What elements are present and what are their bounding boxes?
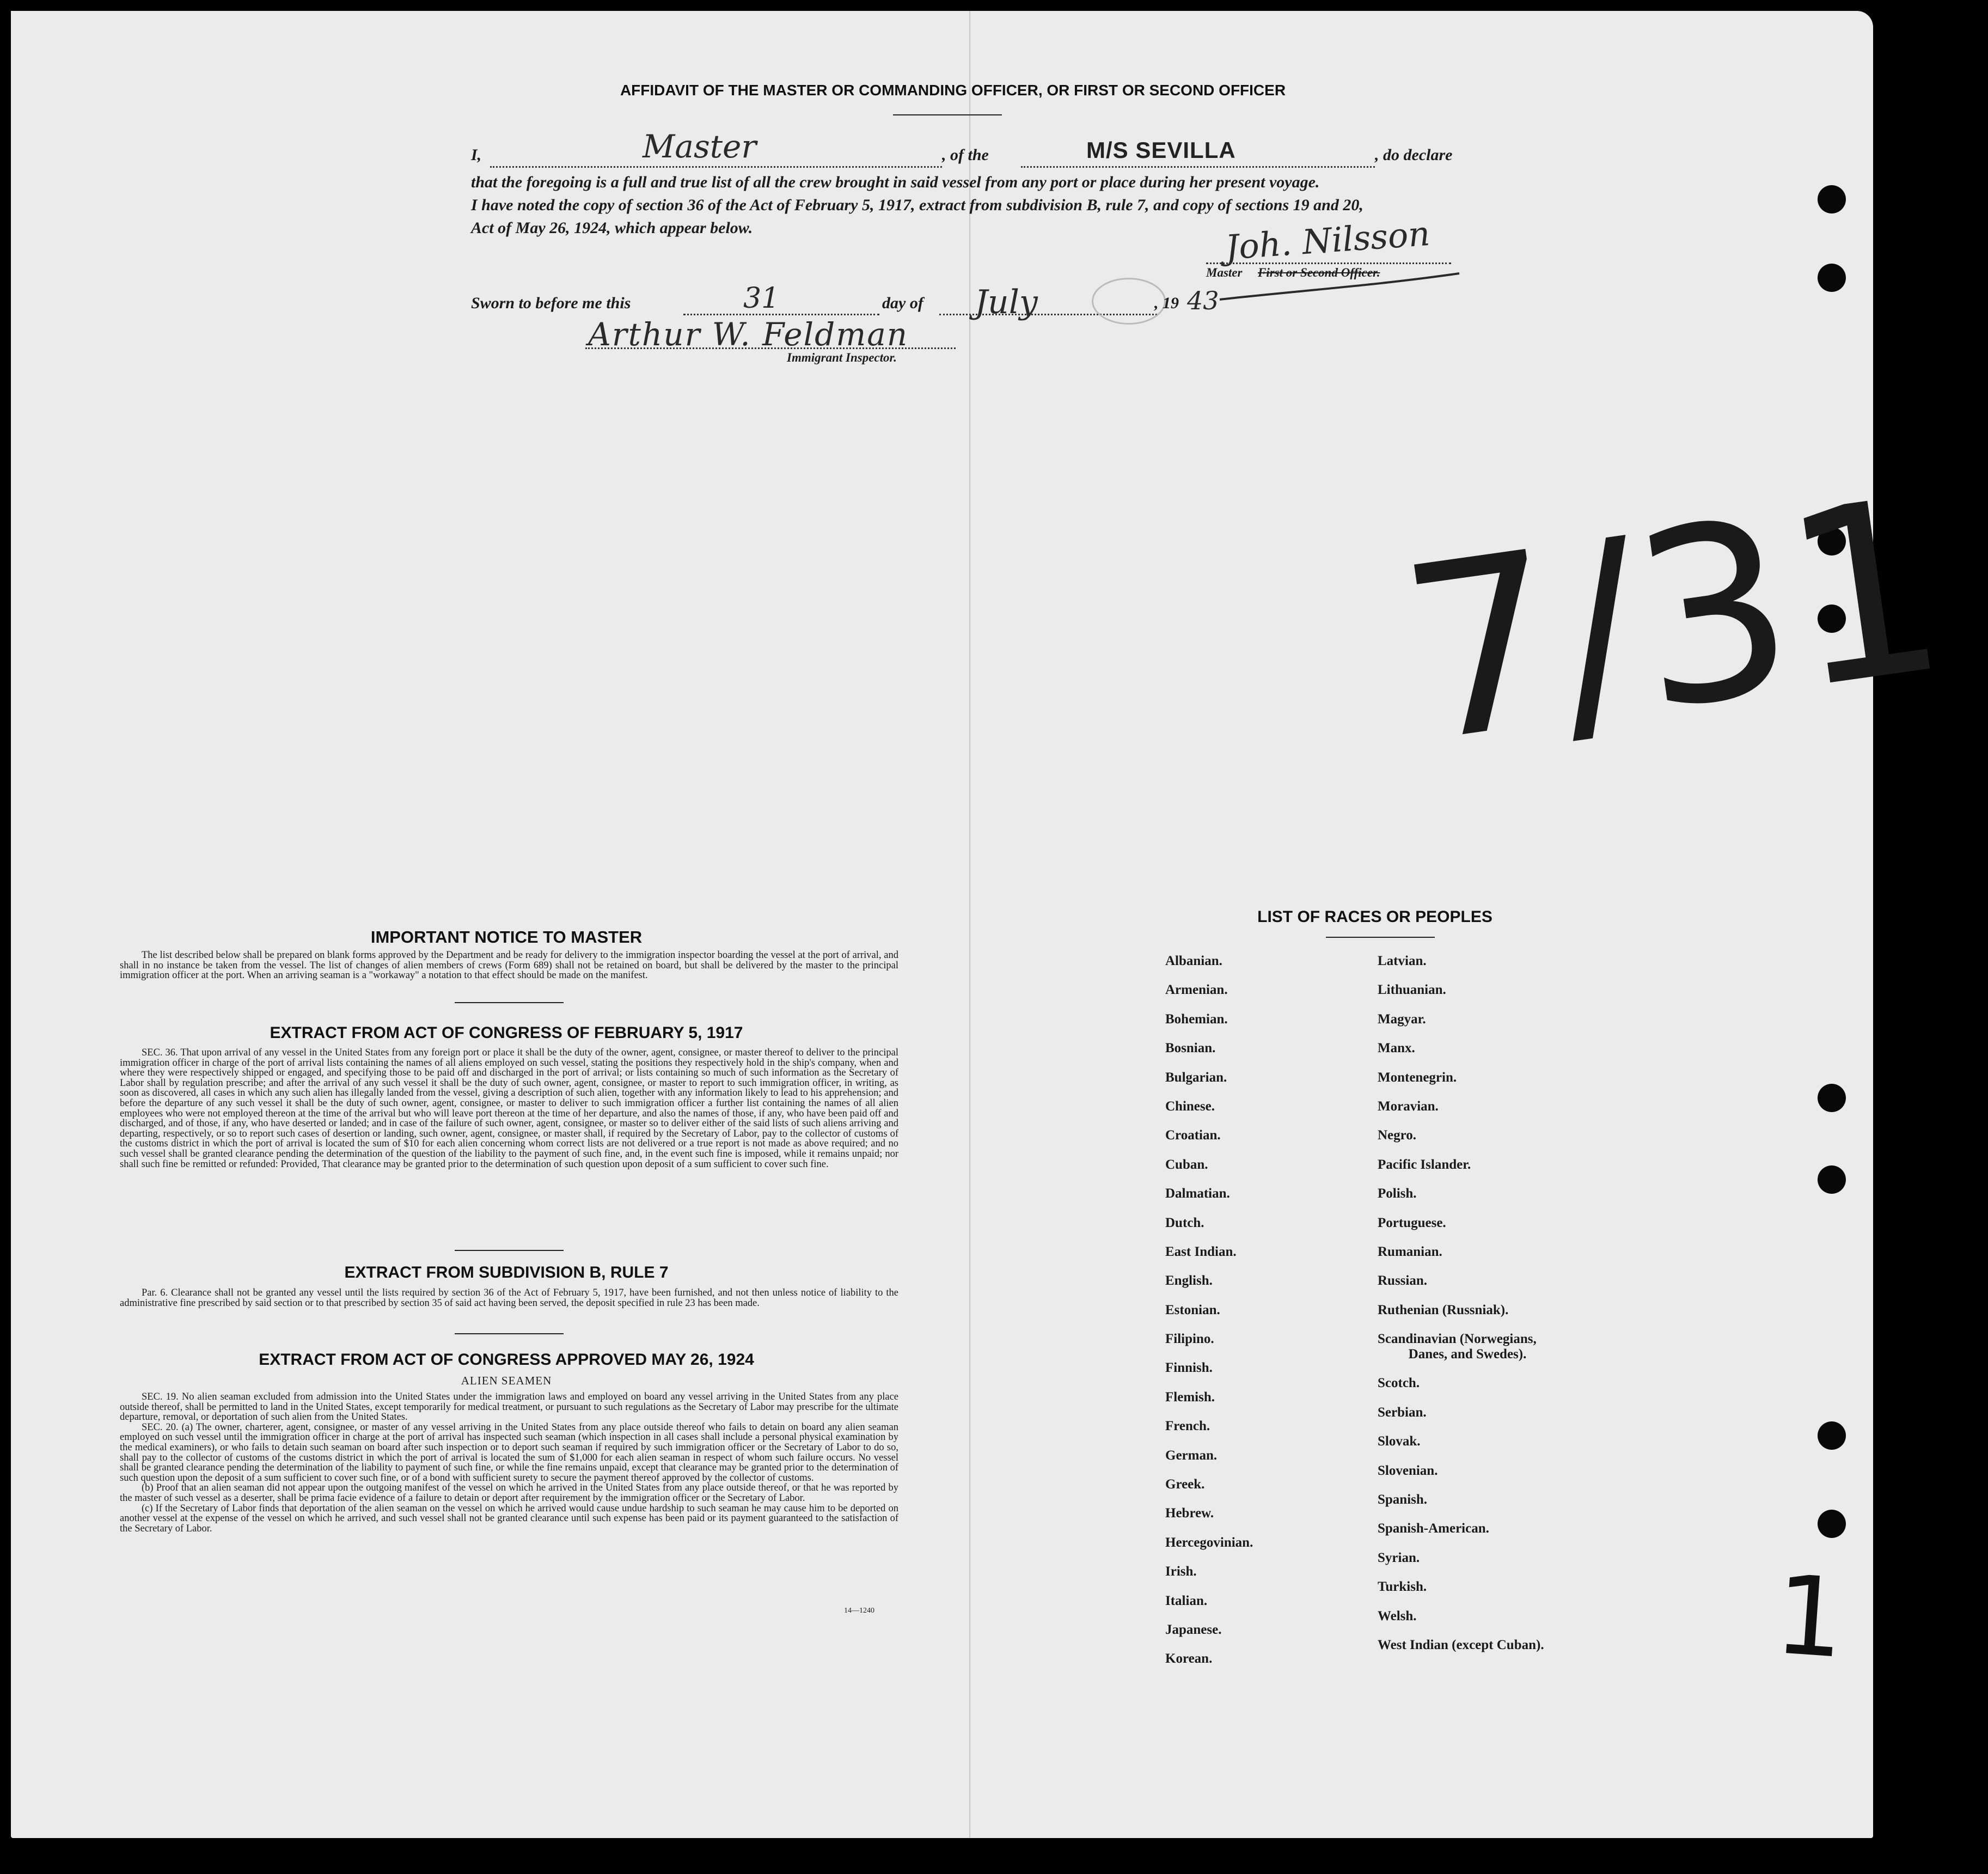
- year-prefix: , 19: [1154, 294, 1179, 312]
- sec-20b: (b) Proof that an alien seaman did not appear upon the outgoing manifest of the vessel on which he arrived in the United States from any place outside thereof, or that he was reported by the master of such vessel as a deserter, shall be prima facie evidence of a failure to detain or deport after requirement by the immigration officer or the Secretary of Labor.: [120, 1482, 898, 1504]
- race-item: Montenegrin.: [1378, 1070, 1457, 1085]
- races-right-column: [1378, 950, 1557, 1663]
- race-item: Albanian.: [1165, 954, 1222, 968]
- race-item: Scotch.: [1378, 1376, 1420, 1391]
- extract-1924-title: EXTRACT FROM ACT OF CONGRESS APPROVED MAY 26, 1924: [259, 1351, 754, 1369]
- officer-handwritten: Master: [643, 128, 757, 165]
- race-item: Rumanian.: [1378, 1244, 1442, 1259]
- punch-hole: [1818, 1421, 1846, 1450]
- punch-hole: [1818, 1510, 1846, 1538]
- race-item: Syrian.: [1378, 1550, 1420, 1565]
- inspector-signature: Arthur W. Feldman: [588, 316, 909, 353]
- sworn-label: Sworn to before me this: [471, 294, 631, 312]
- inspector-line: [585, 347, 956, 349]
- race-item: Bohemian.: [1165, 1011, 1228, 1027]
- races-rule: [1326, 937, 1435, 938]
- affidavit-line-2: that the foregoing is a full and true list of all the crew brought in said vessel from any port or place during her present voyage.: [471, 173, 1320, 191]
- sec-19: SEC. 19. No alien seaman excluded from admission into the United States under the immigration laws and employed on board any vessel arriving in the United States from any place outside thereof, shall be permitted to land in the United States, except temporarily for medical treatment, or pursuant to such regulations as the Secretary of Labor may prescribe for the ultimate departure, removal, or deportation of such alien from the United States.: [120, 1391, 898, 1423]
- master-signature: Joh. Nilsson: [1224, 213, 1432, 268]
- race-item: Danes, and Swedes).: [1408, 1347, 1527, 1362]
- race-item: Welsh.: [1378, 1608, 1417, 1623]
- race-item: Russian.: [1378, 1273, 1428, 1289]
- races-left-column: [1165, 950, 1253, 1677]
- race-item: Irish.: [1165, 1564, 1197, 1579]
- of-the-label: , of the: [942, 146, 989, 164]
- document-page: [11, 11, 1960, 1838]
- title-rule: [893, 114, 1002, 115]
- race-item: Finnish.: [1165, 1360, 1213, 1376]
- section-rule: [455, 1002, 564, 1003]
- race-item: Armenian.: [1165, 982, 1228, 998]
- race-item: Spanish-American.: [1378, 1521, 1489, 1536]
- alien-seamen-subtitle: ALIEN SEAMEN: [461, 1374, 552, 1387]
- extract-1917-body: SEC. 36. That upon arrival of any vessel in the United States from any foreign port or place it shall be the duty of the owner, agent, consignee, or master thereof to deliver to the principal immigration officer in charge of the port of arrival lists containing the names of all aliens employed on such vessel, stating the positions they respectively hold in the ship's company, when and where they were respectively shipped or engaged, and specifying those to be paid off and discharged in the port of arrival; or lists containing so much of such information as the Secretary of Labor shall by regulation prescribe; and after the arrival of any such vessel it shall be the duty of such owner, agent, consignee, or master to report to such immigration officer, in writing, as soon as discovered, all cases in which any such alien has illegally landed from the vessel, giving a description of such alien, together with any information likely to lead to his apprehension; and before the departure of any such vessel it shall be the duty of such owner, agent, consignee, or master to deliver to such immigration officer a further list containing the names of all alien employees who were not employed thereon at the time of the arrival but who will leave port thereon at the time of her departure, and also the names of those, if any, who have been paid off and discharged, and of those, if any, who have deserted or landed; and in case of the failure of such owner, agent, consignee, or master so to deliver either of the said lists of such aliens arriving and departing, respectively, or so to report such cases of desertion or landing, such owner, agent, consignee, or master shall, if required by the Secretary of Labor, pay to the collector of customs of the customs district in which the port of arrival is located the sum of $10 for each alien concerning whom correct lists are not delivered or a true report is not made as above required; and no such vessel shall be granted clearance pending the determination of the question of the liability to the payment of such fine, and, in the event such fine is imposed, while it remains unpaid; nor shall such fine be remitted or refunded: Provided, That clearance may be granted prior to the determination of such question upon deposit of a sum sufficient to cover such fine.: [120, 1047, 898, 1170]
- i-label: I,: [471, 146, 482, 164]
- master-signature-line: [1206, 263, 1451, 264]
- day-of-label: day of: [882, 294, 923, 312]
- race-item: East Indian.: [1165, 1244, 1237, 1259]
- race-item: French.: [1165, 1419, 1210, 1434]
- day-handwritten: 31: [743, 282, 780, 315]
- race-item: Moravian.: [1378, 1098, 1439, 1114]
- section-rule: [455, 1333, 564, 1334]
- race-item: Korean.: [1165, 1651, 1213, 1667]
- race-item: Scandinavian (Norwegians,: [1378, 1332, 1537, 1347]
- race-item: German.: [1165, 1448, 1218, 1463]
- races-title: LIST OF RACES OR PEOPLES: [1257, 908, 1492, 926]
- race-item: Latvian.: [1378, 954, 1427, 968]
- punch-hole: [1818, 1165, 1846, 1194]
- race-item: Ruthenian (Russniak).: [1378, 1302, 1509, 1317]
- race-item: Chinese.: [1165, 1098, 1215, 1114]
- race-item: Pacific Islander.: [1378, 1157, 1471, 1172]
- race-item: English.: [1165, 1273, 1213, 1289]
- sec-20c: (c) If the Secretary of Labor finds that deportation of the alien seaman on the vessel on which he arrived would cause undue hardship to such seaman he may cause him to be deported on another vessel at the expense of the vessel on which he arrived, and such vessel shall not be granted clearance until such expense has been paid or its payment guaranteed to the satisfaction of the Secretary of Labor.: [120, 1503, 898, 1534]
- race-item: Portuguese.: [1378, 1215, 1446, 1230]
- extract-1917-title: EXTRACT FROM ACT OF CONGRESS OF FEBRUARY 5, 1917: [270, 1024, 743, 1042]
- race-item: Croatian.: [1165, 1128, 1221, 1143]
- race-item: Slovenian.: [1378, 1463, 1438, 1478]
- date-annotation: 7/31: [1388, 445, 1960, 797]
- race-item: Turkish.: [1378, 1579, 1427, 1595]
- vessel-line: [1021, 166, 1375, 168]
- notice-title: IMPORTANT NOTICE TO MASTER: [370, 927, 643, 947]
- race-item: West Indian (except Cuban).: [1378, 1637, 1544, 1652]
- race-item: Greek.: [1165, 1477, 1205, 1492]
- extract-1924-body: [120, 1392, 898, 1534]
- signature-flourish: [1209, 267, 1465, 310]
- affidavit-title: AFFIDAVIT OF THE MASTER OR COMMANDING OFFICER, OR FIRST OR SECOND OFFICER: [620, 82, 1286, 99]
- race-item: Manx.: [1378, 1041, 1415, 1056]
- officer-line: [490, 166, 942, 168]
- race-item: Hebrew.: [1165, 1506, 1214, 1521]
- race-item: Filipino.: [1165, 1332, 1214, 1347]
- rule7-title: EXTRACT FROM SUBDIVISION B, RULE 7: [344, 1263, 669, 1281]
- rule7-body: Par. 6. Clearance shall not be granted any vessel until the lists required by section 36 of the Act of February 5, 1917, have been furnished, and not then unless notice of liability to the administrative fine prescribed by said section or to that prescribed by section 35 of said act having been served, the deposit specified in rule 23 has been made.: [120, 1287, 898, 1309]
- affidavit-line-4: Act of May 26, 1924, which appear below.: [471, 219, 753, 237]
- punch-hole: [1818, 264, 1846, 292]
- center-fold: [969, 11, 970, 1838]
- race-item: Bosnian.: [1165, 1041, 1216, 1056]
- race-item: Polish.: [1378, 1186, 1417, 1201]
- race-item: Slovak.: [1378, 1434, 1421, 1449]
- race-item: Bulgarian.: [1165, 1070, 1227, 1085]
- race-item: Negro.: [1378, 1128, 1417, 1143]
- page-mark: 1: [1771, 1551, 1849, 1683]
- year-handwritten: 43: [1187, 286, 1219, 315]
- race-item: Italian.: [1165, 1593, 1208, 1608]
- punch-hole: [1818, 1084, 1846, 1112]
- race-item: Serbian.: [1378, 1405, 1427, 1420]
- do-declare-label: , do declare: [1375, 146, 1453, 164]
- race-item: Dalmatian.: [1165, 1186, 1230, 1201]
- section-rule: [455, 1250, 564, 1251]
- race-item: Cuban.: [1165, 1157, 1208, 1172]
- sec-20a: SEC. 20. (a) The owner, charterer, agent, consignee, or master of any vessel arriving in the United States from any place outside thereof who fails to detain on board any alien seaman employed on such vessel until the immigration officer in charge at the port of arrival has inspected such seaman (which inspection in all cases shall include a personal physical examination by the medical examiners), or who fails to detain such seaman on board after such inspection or to deport such seaman if required by such immigration officer or the Secretary of Labor to do so, shall pay to the collector of customs of the customs district in which the port of arrival is located the sum of $1,000 for each alien seaman in respect of whom such failure occurs. No vessel shall be granted clearance pending the determination of the liability to payment of such fine, or while the fine remains unpaid, except that clearance may be granted prior to the determination of such question upon the deposit of a sum sufficient to cover such fine, or of a bond with sufficient surety to secure the payment thereof approved by the collector of customs.: [120, 1421, 898, 1484]
- punch-hole: [1818, 185, 1846, 213]
- inspector-label: Immigrant Inspector.: [787, 351, 897, 364]
- vessel-stamp: M/S SEVILLA: [1086, 137, 1236, 163]
- race-item: Spanish.: [1378, 1492, 1428, 1507]
- master-label: Master: [1206, 266, 1243, 279]
- race-item: Hercegovinian.: [1165, 1535, 1253, 1550]
- month-handwritten: July: [975, 283, 1038, 321]
- form-number: 14—1240: [844, 1607, 874, 1615]
- race-item: Lithuanian.: [1378, 982, 1446, 998]
- race-item: Magyar.: [1378, 1011, 1426, 1027]
- struck-officer-label: First or Second Officer.: [1258, 266, 1380, 279]
- race-item: Japanese.: [1165, 1622, 1222, 1637]
- notice-body: The list described below shall be prepared on blank forms approved by the Department and be ready for delivery to the immigration inspector boarding the vessel at the port of arrival, and shall in no instance be taken from the vessel. The list of changes of alien members of crews (Form 689) shall not be retained on board, but shall be delivered by the master to the principal immigration officer at the port. When an arriving seaman is a "workaway" a notation to that effect should be made on the manifest.: [120, 950, 898, 981]
- race-item: Dutch.: [1165, 1215, 1204, 1230]
- race-item: Estonian.: [1165, 1302, 1220, 1317]
- affidavit-line-3: I have noted the copy of section 36 of the Act of February 5, 1917, extract from subdivision B, rule 7, and copy of sections 19 and 20,: [471, 196, 1363, 214]
- day-line: [683, 314, 879, 315]
- race-item: Flemish.: [1165, 1389, 1215, 1405]
